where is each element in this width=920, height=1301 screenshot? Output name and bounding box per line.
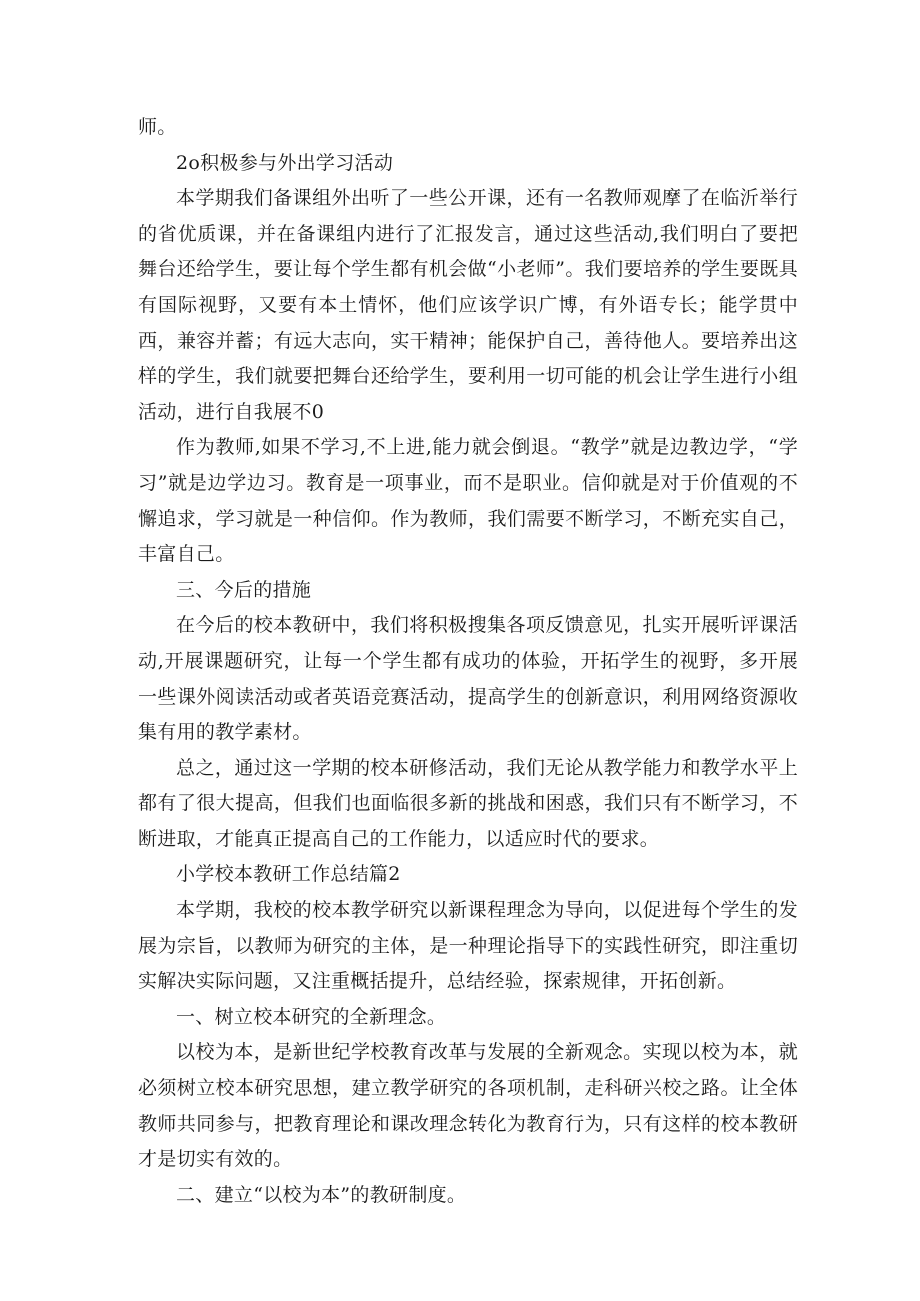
section-heading-new-concept: 一、树立校本研究的全新理念。: [176, 1005, 447, 1028]
paragraph: 在今后的校本教研中，我们将积极搜集各项反馈意见，扎实开展听评课活动,开展课题研究，让每一个学生都有成功的体验，开拓学生的视野，多开展一些课外阅读活动或者英语竞赛活动，提高学生的创新意识，利用网络资源收集有用的教学素材。: [138, 614, 798, 744]
paragraph: 作为教师,如果不学习,不上进,能力就会倒退。“教学”就是边教边学，“学习”就是边学边习。教育是一项事业，而不是职业。信仰就是对于价值观的不懈追求，学习就是一种信仰。作为教师，我们需要不断学习，不断充实自己，丰富自己。: [138, 436, 798, 566]
article-title-part-2: 小学校本教研工作总结篇2: [176, 863, 401, 886]
document-body: [138, 110, 798, 1213]
subheading-study-activities: 2o积极参与外出学习活动: [176, 151, 394, 174]
section-heading-future-measures: 三、今后的措施: [176, 578, 312, 601]
paragraph: 以校为本，是新世纪学校教育改革与发展的全新观念。实现以校为本，就必须树立校本研究思想，建立教学研究的各项机制，走科研兴校之路。让全体教师共同参与，把教育理论和课改理念转化为教育行为，只有这样的校本教研才是切实有效的。: [138, 1041, 798, 1171]
paragraph: 本学期，我校的校本教学研究以新课程理念为导向，以促进每个学生的发展为宗旨，以教师为研究的主体，是一种理论指导下的实践性研究，即注重切实解决实际问题，又注重概括提升，总结经验，探索规律，开拓创新。: [138, 899, 798, 993]
section-heading-research-system: 二、建立“以校为本”的教研制度。: [176, 1183, 467, 1206]
paragraph: 本学期我们备课组外出听了一些公开课，还有一名教师观摩了在临沂举行的省优质课，并在备课组内进行了汇报发言，通过这些活动,我们明白了要把舞台还给学生，要让每个学生都有机会做“小老师”。我们要培养的学生要既具有国际视野，又要有本土情怀，他们应该学识广博，有外语专长；能学贯中西，兼容并蓄；有远大志向，实干精神；能保护自己，善待他人。要培养出这样的学生，我们就要把舞台还给学生，要利用一切可能的机会让学生进行小组活动，进行自我展不0: [138, 187, 798, 423]
paragraph: 总之，通过这一学期的校本研修活动，我们无论从教学能力和教学水平上都有了很大提高，但我们也面临很多新的挑战和困惑，我们只有不断学习，不断进取，才能真正提高自己的工作能力，以适应时代的要求。: [138, 756, 798, 850]
paragraph-continuation: 师。: [138, 116, 177, 138]
